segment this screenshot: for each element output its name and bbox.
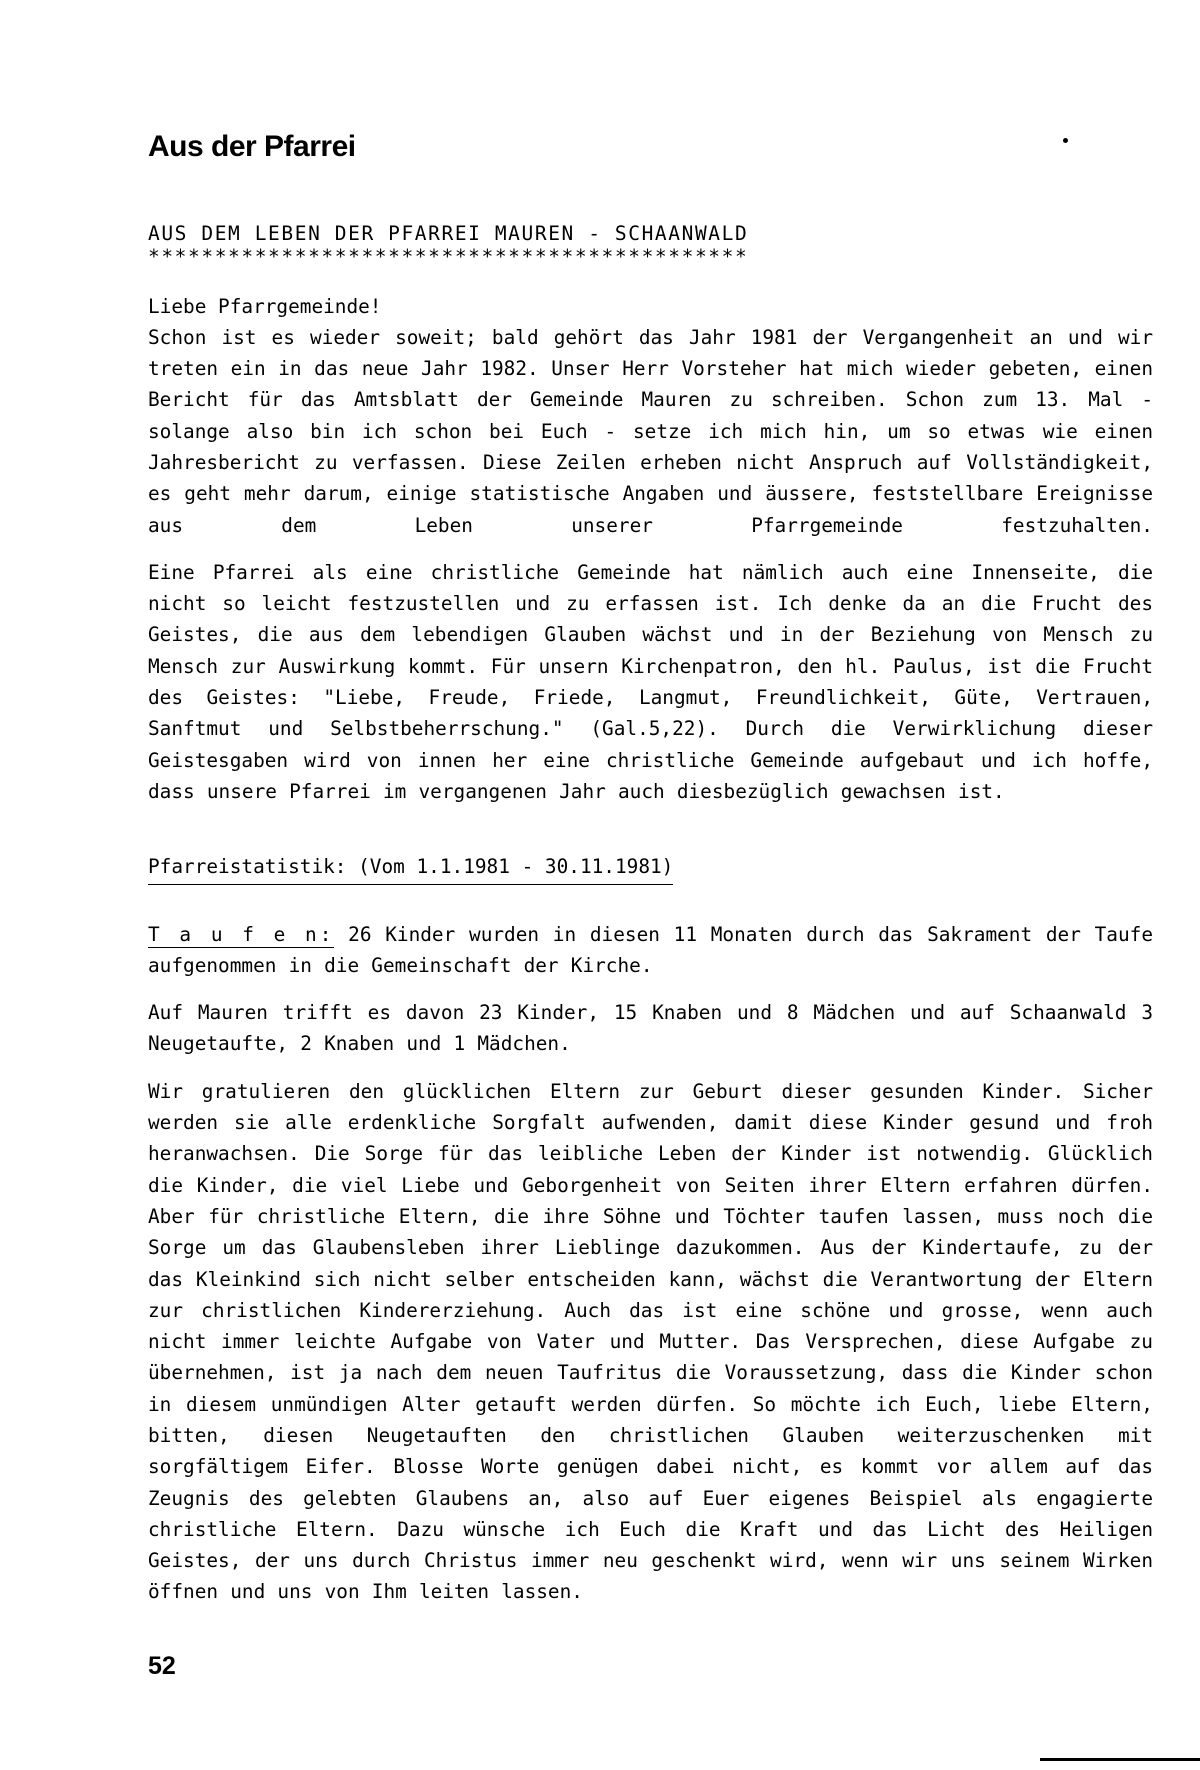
taufen-paragraph xyxy=(148,919,1153,982)
taufen-label: T a u f e n: xyxy=(148,922,335,946)
statistics-heading: Pfarreistatistik: (Vom 1.1.1981 - 30.11.1981) xyxy=(148,851,673,884)
salutation: Liebe Pfarrgemeinde! xyxy=(148,294,382,318)
page-number: 52 xyxy=(148,1652,176,1680)
page-title: Aus der Pfarrei xyxy=(148,130,356,163)
page-content xyxy=(148,130,1153,1624)
bottom-rule xyxy=(1040,1758,1200,1761)
paragraph-innenseite: Eine Pfarrei als eine christliche Gemeinde hat nämlich auch eine Innenseite, die nicht so leicht festzustellen und zu erfassen ist. Ich denke da an die Frucht des Geistes, die aus dem lebendigen Glauben wächst und in der Beziehung von Mensch zu Mensch zur Auswirkung kommt. Für unsern Kirchenpatron, den hl. Paulus, ist die Frucht des Geistes: "Liebe, Freude, Friede, Langmut, Freundlichkeit, Güte, Vertrauen, Sanftmut und Selbstbeherrschung." (Gal.5,22). Durch die Verwirklichung dieser Geistesgaben wird von innen her eine christliche Gemeinde aufgebaut und ich hoffe, dass unsere Pfarrei im vergangenen Jahr auch diesbezüglich gewachsen ist. xyxy=(148,560,1153,803)
taufen-text: 26 Kinder wurden in diesen 11 Monaten durch das Sakrament der Taufe aufgenommen in die Gemeinschaft der Kirche. xyxy=(148,922,1154,977)
closing-paragraph: Wir gratulieren den glücklichen Eltern zur Geburt dieser gesunden Kinder. Sicher werden sie alle erdenkliche Sorgfalt aufwenden, damit diese Kinder gesund und froh heranwachsen. Die Sorge für das leibliche Leben der Kinder ist notwendig. Glücklich die Kinder, die viel Liebe und Geborgenheit von Seiten ihrer Eltern erfahren dürfen. Aber für christliche Eltern, die ihre Söhne und Töchter taufen lassen, muss noch die Sorge um das Glaubensleben ihrer Lieblinge dazukommen. Aus der Kindertaufe, zu der das Kleinkind sich nicht selber entscheiden kann, wächst die Verantwortung der Eltern zur christlichen Kindererziehung. Auch das ist eine schöne und grosse, wenn auch nicht immer leichte Aufgabe von Vater und Mutter. Das Versprechen, diese Aufgabe zu übernehmen, ist ja nach dem neuen Taufritus die Voraussetzung, dass die Kinder schon in diesem unmündigen Alter getauft werden dürfen. So möchte ich Euch, liebe Eltern, bitten, diesen Neugetauften den christlichen Glauben weiterzuschenken mit sorgfältigem Eifer. Blosse Worte genügen dabei nicht, es kommt vor allem auf das Zeugnis des gelebten Glaubens an, also auf Euer eigenes Beispiel als engagierte christliche Eltern. Dazu wünsche ich Euch die Kraft und das Licht des Heiligen Geistes, der uns durch Christus immer neu geschenkt wird, wenn wir uns seinem Wirken öffnen und uns von Ihm leiten lassen. xyxy=(148,1079,1153,1604)
statistics-heading-wrap xyxy=(148,829,1153,902)
paragraph-intro: Schon ist es wieder soweit; bald gehört das Jahr 1981 der Vergangenheit an und wir treten ein in das neue Jahr 1982. Unser Herr Vorsteher hat mich wieder gebeten, einen Bericht für das Amtsblatt der Gemeinde Mauren zu schreiben. Schon zum 13. Mal - solange also bin ich schon bei Euch - setze ich mich hin, um so etwas wie einen Jahresbericht zu verfassen. Diese Zeilen erheben nicht Anspruch auf Vollständigkeit, es geht mehr darum, einige statistische Angaben und äussere, feststellbare Ereignisse aus dem Leben unserer Pfarrgemeinde festzuhalten. xyxy=(148,325,1153,537)
section-title: AUS DEM LEBEN DER PFARREI MAUREN - SCHAANWALD xyxy=(148,222,749,245)
section-title-underline: ********************************************* xyxy=(148,245,749,268)
taufen-detail-paragraph: Auf Mauren trifft es davon 23 Kinder, 15 Knaben und 8 Mädchen und auf Schaanwald 3 Neugetaufte, 2 Knaben und 1 Mädchen. xyxy=(148,1001,1153,1056)
